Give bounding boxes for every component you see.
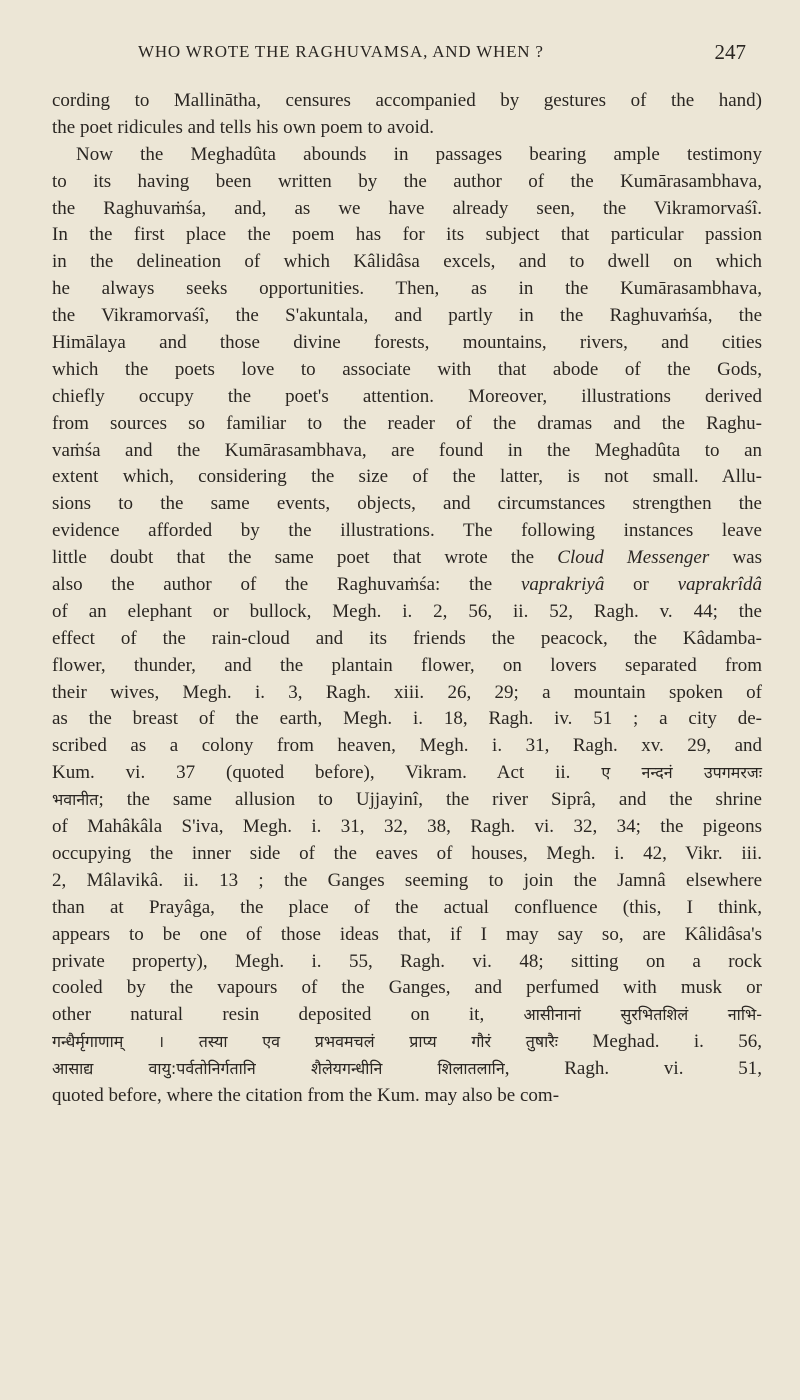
text-line (52, 438, 762, 465)
sanskrit-quotation: आसीनानां सुरभितशिलं नाभि- (523, 1005, 762, 1025)
text-segment: quoted before, where the citation from the Kum. may also be com- (52, 1084, 560, 1106)
sanskrit-quotation: भवानीत (52, 790, 99, 810)
text-line (52, 518, 762, 545)
text-line (52, 384, 762, 411)
running-title: WHO WROTE THE RAGHUVAMSA, AND WHEN ? (138, 42, 544, 61)
text-segment: which the poets love to associate with that abode of the Gods, (52, 358, 762, 380)
text-segment: effect of the rain-cloud and its friends the peacock, the Kâdamba- (52, 627, 762, 649)
text-segment: In the first place the poem has for its subject that particular passion (52, 224, 762, 246)
text-segment: Meghad. i. 56, (558, 1031, 762, 1053)
text-line (52, 572, 762, 599)
text-line (52, 841, 762, 868)
text-segment: to its having been written by the author of the Kumārasambhava, (52, 170, 762, 192)
text-segment: private property), Megh. i. 55, Ragh. vi. 48; sitting on a rock (52, 950, 762, 972)
text-segment: other natural resin deposited on it, (52, 1004, 524, 1026)
text-line (52, 975, 762, 1002)
text-segment: little doubt that the same poet that wrote the (52, 547, 558, 569)
text-line (52, 411, 762, 438)
text-line (52, 276, 762, 303)
text-segment: 2, Mâlavikâ. ii. 13 ; the Ganges seeming to join the Jamnâ elsewhere (52, 869, 762, 891)
text-segment: he always seeks opportunities. Then, as in the Kumārasambhava, (52, 278, 762, 300)
text-line (52, 142, 762, 169)
text-line (52, 680, 762, 707)
text-line (52, 706, 762, 733)
text-segment: occupying the inner side of the eaves of houses, Megh. i. 42, Vikr. iii. (52, 842, 762, 864)
text-segment: the Raghuvaṁśa, and, as we have already seen, the Vikramorvaśî. (52, 197, 762, 219)
text-segment: Now the Meghadûta abounds in passages bearing ample testimony (76, 143, 762, 165)
text-line (52, 814, 762, 841)
text-line (52, 303, 762, 330)
text-line (52, 169, 762, 196)
text-segment: , Ragh. vi. 51, (504, 1058, 762, 1080)
text-segment: of Mahâkâla S'iva, Megh. i. 31, 32, 38, Ragh. vi. 32, 34; the pigeons (52, 816, 762, 838)
text-line (52, 222, 762, 249)
text-segment: sions to the same events, objects, and circumstances strengthen the (52, 493, 762, 515)
text-segment: evidence afforded by the illustrations. The following instances leave (52, 520, 762, 542)
text-segment: flower, thunder, and the plantain flower, on lovers separated from (52, 654, 762, 676)
text-line (52, 653, 762, 680)
text-line (52, 949, 762, 976)
text-segment: vaṁśa and the Kumārasambhava, are found in the Meghadûta to an (52, 439, 762, 461)
text-line (52, 1002, 762, 1029)
text-line (52, 787, 762, 814)
text-line (52, 733, 762, 760)
text-segment: the Vikramorvaśî, the S'akuntala, and partly in the Raghuvaṁśa, the (52, 305, 762, 327)
italic-term: vaprakrîdâ (677, 574, 762, 596)
text-line (52, 88, 762, 115)
text-line (52, 868, 762, 895)
text-segment: scribed as a colony from heaven, Megh. i. 31, Ragh. xv. 29, and (52, 735, 762, 757)
text-segment: of an elephant or bullock, Megh. i. 2, 56, ii. 52, Ragh. v. 44; the (52, 600, 762, 622)
text-line (52, 1056, 762, 1083)
sanskrit-quotation: गन्धैर्मृगाणाम् । तस्या एव प्रभवमचलं प्राप्य गौरं तुषारैः (52, 1032, 559, 1052)
text-line (52, 196, 762, 223)
text-segment: was (709, 547, 762, 569)
text-line (52, 249, 762, 276)
text-line (52, 895, 762, 922)
text-segment: as the breast of the earth, Megh. i. 18, Ragh. iv. 51 ; a city de- (52, 708, 762, 730)
page-number: 247 (714, 40, 746, 64)
text-line (52, 545, 762, 572)
text-segment: cording to Mallinātha, censures accompanied by gestures of the hand) (52, 90, 762, 111)
text-line (52, 1083, 762, 1110)
text-segment: Himālaya and those divine forests, mountains, rivers, and cities (52, 332, 762, 354)
text-line (52, 760, 762, 787)
text-segment: in the delineation of which Kâlidâsa excels, and to dwell on which (52, 251, 762, 273)
sanskrit-quotation: आसाद्य वायु:पर्वतोनिर्गतानि शैलेयगन्धीनि शिलातलानि (52, 1059, 505, 1079)
sanskrit-quotation: ए नन्दनं उपगमरजः (601, 763, 762, 783)
text-line (52, 357, 762, 384)
running-head (0, 42, 800, 72)
text-segment: appears to be one of those ideas that, if I may say so, are Kâlidâsa's (52, 923, 762, 945)
text-segment: from sources so familiar to the reader of the dramas and the Raghu- (52, 412, 762, 434)
text-line (52, 491, 762, 518)
text-segment: also the author of the Raghuvaṁśa: the (52, 574, 521, 596)
text-line (52, 330, 762, 357)
text-segment: their wives, Megh. i. 3, Ragh. xiii. 26, 29; a mountain spoken of (52, 681, 762, 703)
italic-term: Cloud Messenger (557, 547, 710, 569)
text-line (52, 599, 762, 626)
text-segment: ; the same allusion to Ujjayinî, the river Siprâ, and the shrine (98, 789, 762, 811)
text-segment: cooled by the vapours of the Ganges, and perfumed with musk or (52, 977, 762, 999)
text-line (52, 626, 762, 653)
italic-term: vaprakriyâ (520, 574, 605, 596)
text-segment: the poet ridicules and tells his own poem to avoid. (52, 116, 435, 138)
text-line (52, 1029, 762, 1056)
text-line (52, 464, 762, 491)
text-segment: extent which, considering the size of the latter, is not small. Allu- (52, 466, 762, 488)
body-text (52, 88, 762, 1110)
text-segment: than at Prayâga, the place of the actual confluence (this, I think, (52, 896, 762, 918)
text-segment: Kum. vi. 37 (quoted before), Vikram. Act ii. (52, 762, 602, 784)
text-segment: or (604, 574, 678, 596)
text-line (52, 922, 762, 949)
text-line (52, 115, 762, 142)
text-segment: chiefly occupy the poet's attention. Moreover, illustrations derived (52, 385, 762, 407)
